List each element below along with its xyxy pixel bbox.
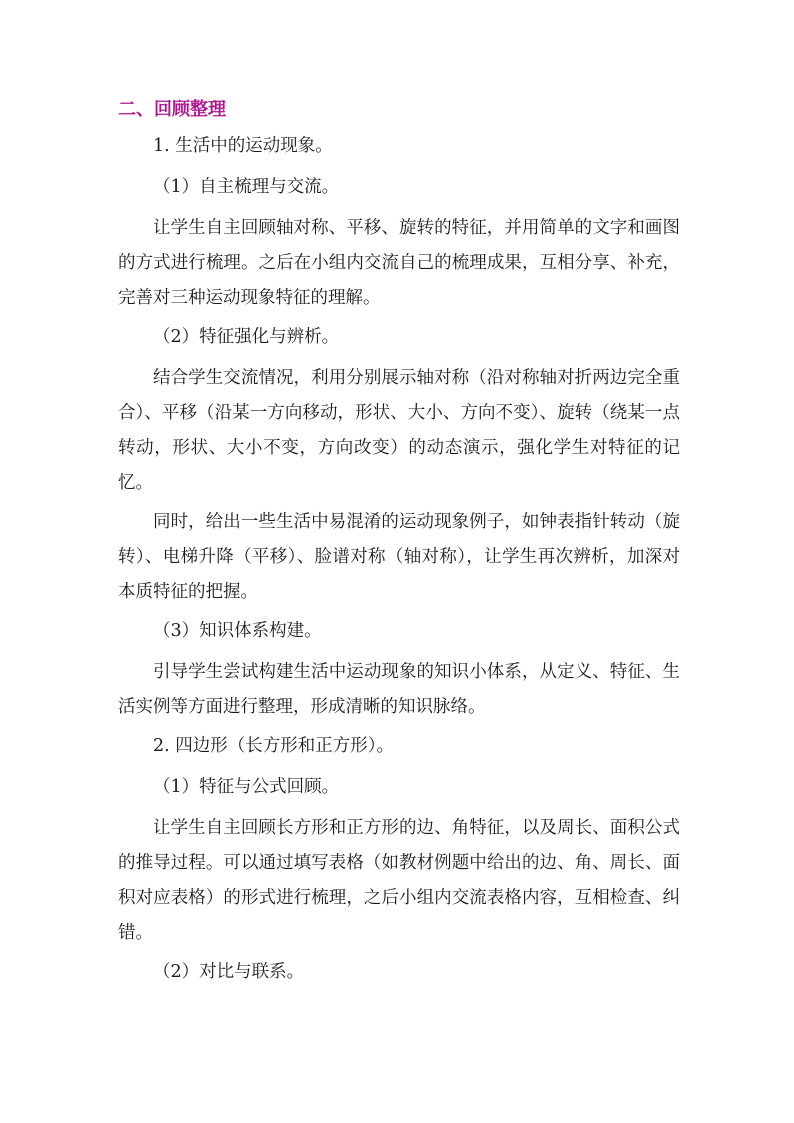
subsection-title-2: 2. 四边形（长方形和正方形）。 — [153, 736, 395, 756]
item-title-1-3: （3）知识体系构建。 — [153, 621, 322, 641]
paragraph-1-2: 结合学生交流情况，利用分别展示轴对称（沿对称轴对折两边完全重合）、平移（沿某一方向移动，形状、大小、方向不变）、旋转（绕某一点转动，形状、大小不变，方向改变）的动态演示，强化学生对特征的记忆。 — [118, 368, 680, 493]
item-title-2-1: （1）特征与公式回顾。 — [153, 777, 340, 797]
item-title-1-2: （2）特征强化与辨析。 — [153, 327, 340, 347]
section-heading: 二、回顾整理 — [118, 99, 226, 120]
paragraph-1-1: 让学生自主回顾轴对称、平移、旋转的特征，并用简单的文字和画图的方式进行梳理。之后在小组内交流自己的梳理成果，互相分享、补充，完善对三种运动现象特征的理解。 — [118, 218, 680, 308]
paragraph-1-2b: 同时，给出一些生活中易混淆的运动现象例子，如钟表指针转动（旋转）、电梯升降（平移）、脸谱对称（轴对称），让学生再次辨析，加深对本质特征的把握。 — [118, 512, 680, 602]
item-title-2-2: （2）对比与联系。 — [153, 962, 305, 982]
paragraph-2-1: 让学生自主回顾长方形和正方形的边、角特征，以及周长、面积公式的推导过程。可以通过填写表格（如教材例题中给出的边、角、周长、面积对应表格）的形式进行梳理，之后小组内交流表格内容，互相检查、纠错。 — [118, 818, 680, 943]
item-title-1-1: （1）自主梳理与交流。 — [153, 177, 340, 197]
subsection-title-1: 1. 生活中的运动现象。 — [153, 136, 333, 156]
paragraph-1-3: 引导学生尝试构建生活中运动现象的知识小体系，从定义、特征、生活实例等方面进行整理，形成清晰的知识脉络。 — [118, 662, 680, 717]
document-body — [118, 92, 680, 996]
